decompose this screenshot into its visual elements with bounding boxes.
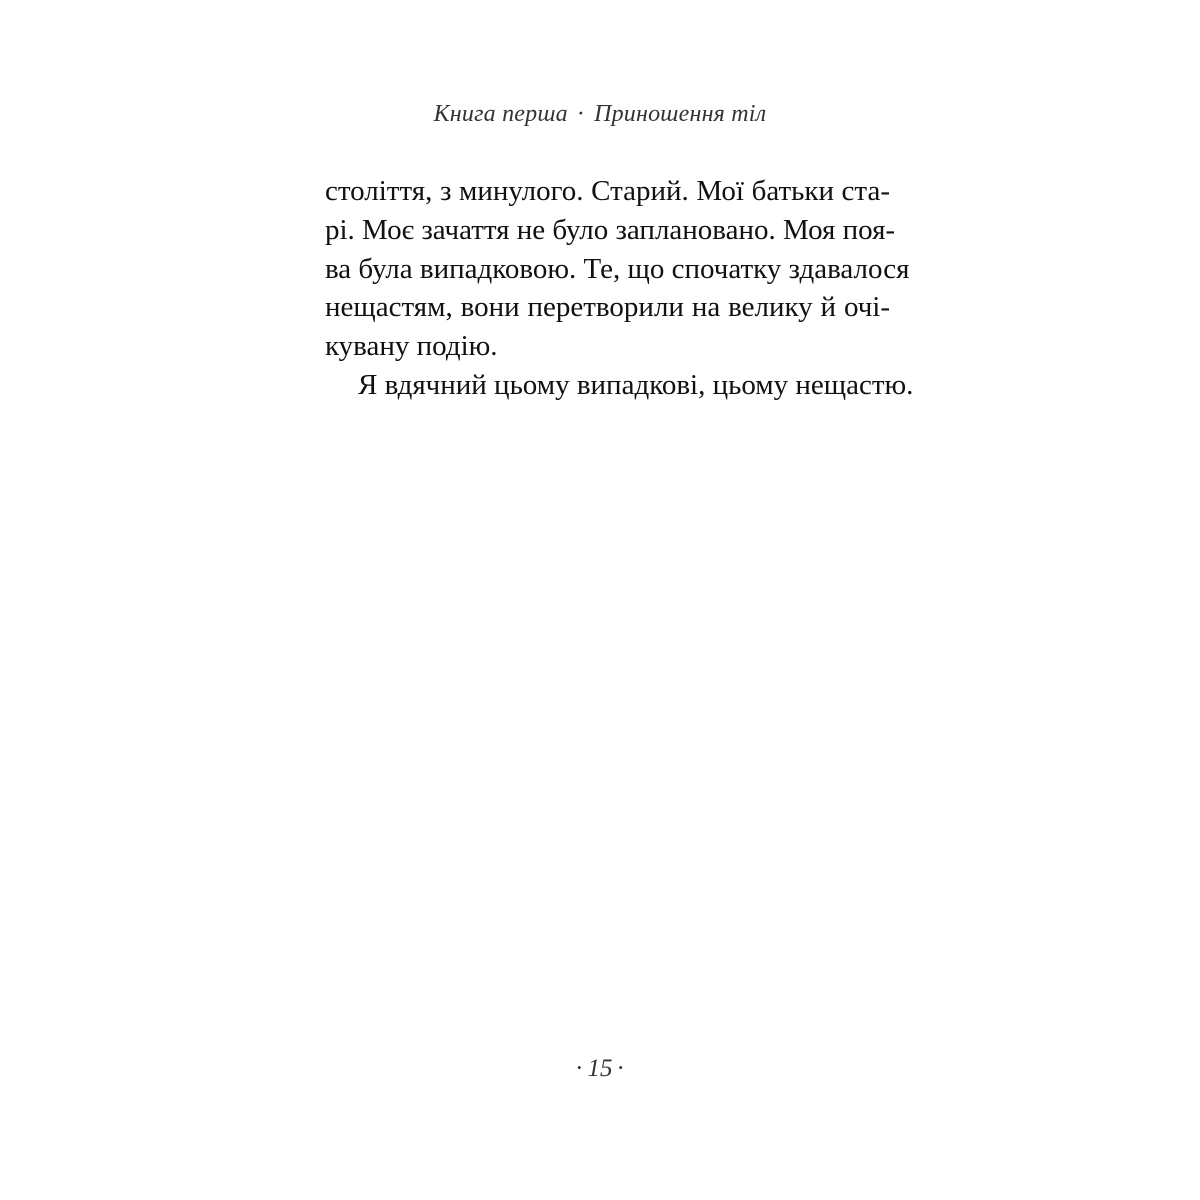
page-number-value: 15 xyxy=(587,1055,613,1082)
running-head-separator: · xyxy=(576,101,586,127)
paragraph-2 xyxy=(325,366,914,405)
text-line: Я вдячний цьому випадкові, цьому нещастю. xyxy=(358,368,914,401)
text-line: рі. Моє зачаття не було заплановано. Моя поя- xyxy=(325,213,896,246)
text-line: кувану подію. xyxy=(325,330,498,363)
text-line: століття, з минулого. Старий. Мої батьки ста- xyxy=(325,175,890,207)
running-head xyxy=(0,101,1200,128)
body-text xyxy=(325,172,914,405)
running-head-book-title: Книга перша xyxy=(433,101,568,127)
running-head-chapter-title: Приношення тіл xyxy=(594,101,767,127)
page-number xyxy=(0,1055,1200,1083)
text-line: нещастям, вони перетворили на велику й очі- xyxy=(325,291,890,324)
paragraph-1 xyxy=(325,172,910,366)
page-number-left-dot: · xyxy=(575,1055,584,1082)
text-line: ва була випадковою. Те, що спочатку здавалося xyxy=(325,252,910,285)
page-number-right-dot: · xyxy=(616,1055,625,1082)
